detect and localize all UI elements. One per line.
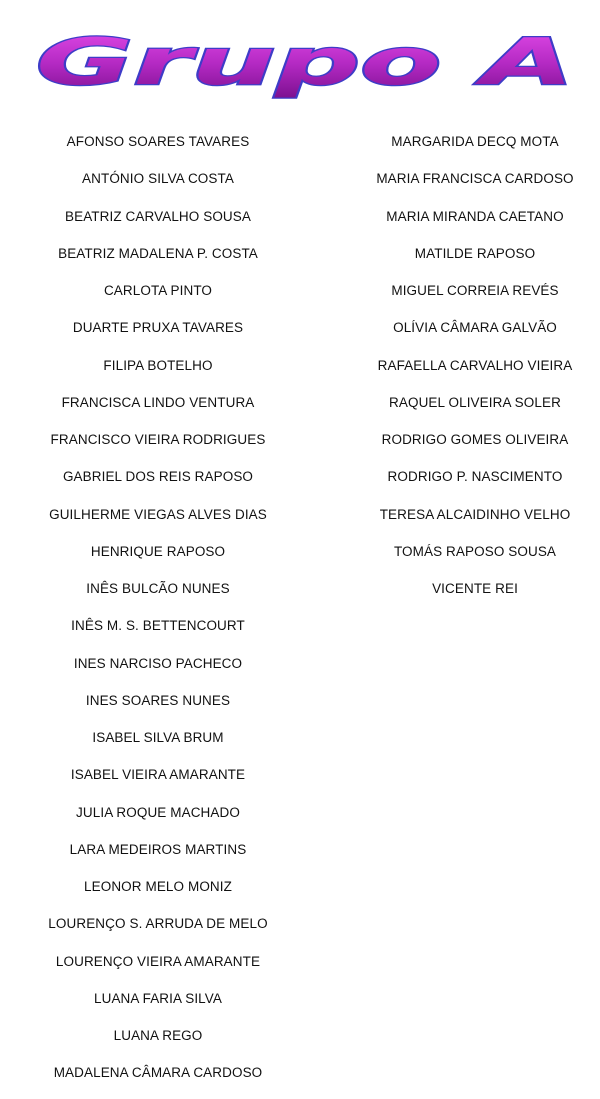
student-name: GUILHERME VIEGAS ALVES DIAS [49,506,267,522]
student-name: INES SOARES NUNES [85,692,231,708]
student-name: OLÍVIA CÂMARA GALVÃO [393,320,557,336]
page-title-text: Grupo A [36,26,574,100]
student-name: DUARTE PRUXA TAVARES [72,320,244,336]
student-name: RAQUEL OLIVEIRA SOLER [389,394,561,410]
student-name: RODRIGO P. NASCIMENTO [387,469,563,485]
student-name: TOMÁS RAPOSO SOUSA [393,543,557,559]
student-name: BEATRIZ CARVALHO SOUSA [65,208,251,224]
student-name: ANTÓNIO SILVA COSTA [82,171,234,187]
title-wordart [30,22,580,108]
student-name: MIGUEL CORREIA REVÉS [391,283,559,298]
student-name: LUANA FARIA SILVA [93,990,222,1006]
student-name: HENRIQUE RAPOSO [90,543,226,559]
student-name: AFONSO SOARES TAVARES [66,134,250,149]
student-list-right [325,123,600,607]
student-name: LOURENÇO S. ARRUDA DE MELO [48,916,268,932]
student-name: LOURENÇO VIEIRA AMARANTE [55,953,261,969]
student-name: INES NARCISO PACHECO [73,655,243,671]
student-name: FRANCISCO VIEIRA RODRIGUES [50,432,266,447]
student-name: LEONOR MELO MONIZ [84,879,232,894]
student-name: MADALENA CÂMARA CARDOSO [53,1065,263,1081]
student-name: CARLOTA PINTO [103,283,213,298]
student-name: ISABEL SILVA BRUM [92,730,224,745]
student-name: MARIA MIRANDA CAETANO [386,208,564,224]
student-name: INÊS M. S. BETTENCOURT [71,618,245,634]
student-name: MATILDE RAPOSO [414,245,536,261]
student-name: LUANA REGO [113,1028,203,1043]
student-name: FILIPA BOTELHO [103,357,213,373]
student-name: RODRIGO GOMES OLIVEIRA [381,432,569,447]
student-name: INÊS BULCÃO NUNES [86,581,230,596]
student-name: FRANCISCA LINDO VENTURA [61,394,255,410]
student-name: ISABEL VIEIRA AMARANTE [70,767,246,783]
student-name: VICENTE REI [432,581,518,596]
student-name: TERESA ALCAIDINHO VELHO [379,506,571,522]
student-name: MARIA FRANCISCA CARDOSO [376,171,574,187]
student-name: MARGARIDA DECQ MOTA [391,134,559,149]
student-name: BEATRIZ MADALENA P. COSTA [58,245,258,261]
student-name: LARA MEDEIROS MARTINS [69,841,247,857]
student-name: RAFAELLA CARVALHO VIEIRA [377,357,573,373]
student-name: GABRIEL DOS REIS RAPOSO [62,469,254,485]
student-name: JULIA ROQUE MACHADO [76,804,240,820]
page-title [30,22,580,108]
student-list-left [8,123,308,1092]
